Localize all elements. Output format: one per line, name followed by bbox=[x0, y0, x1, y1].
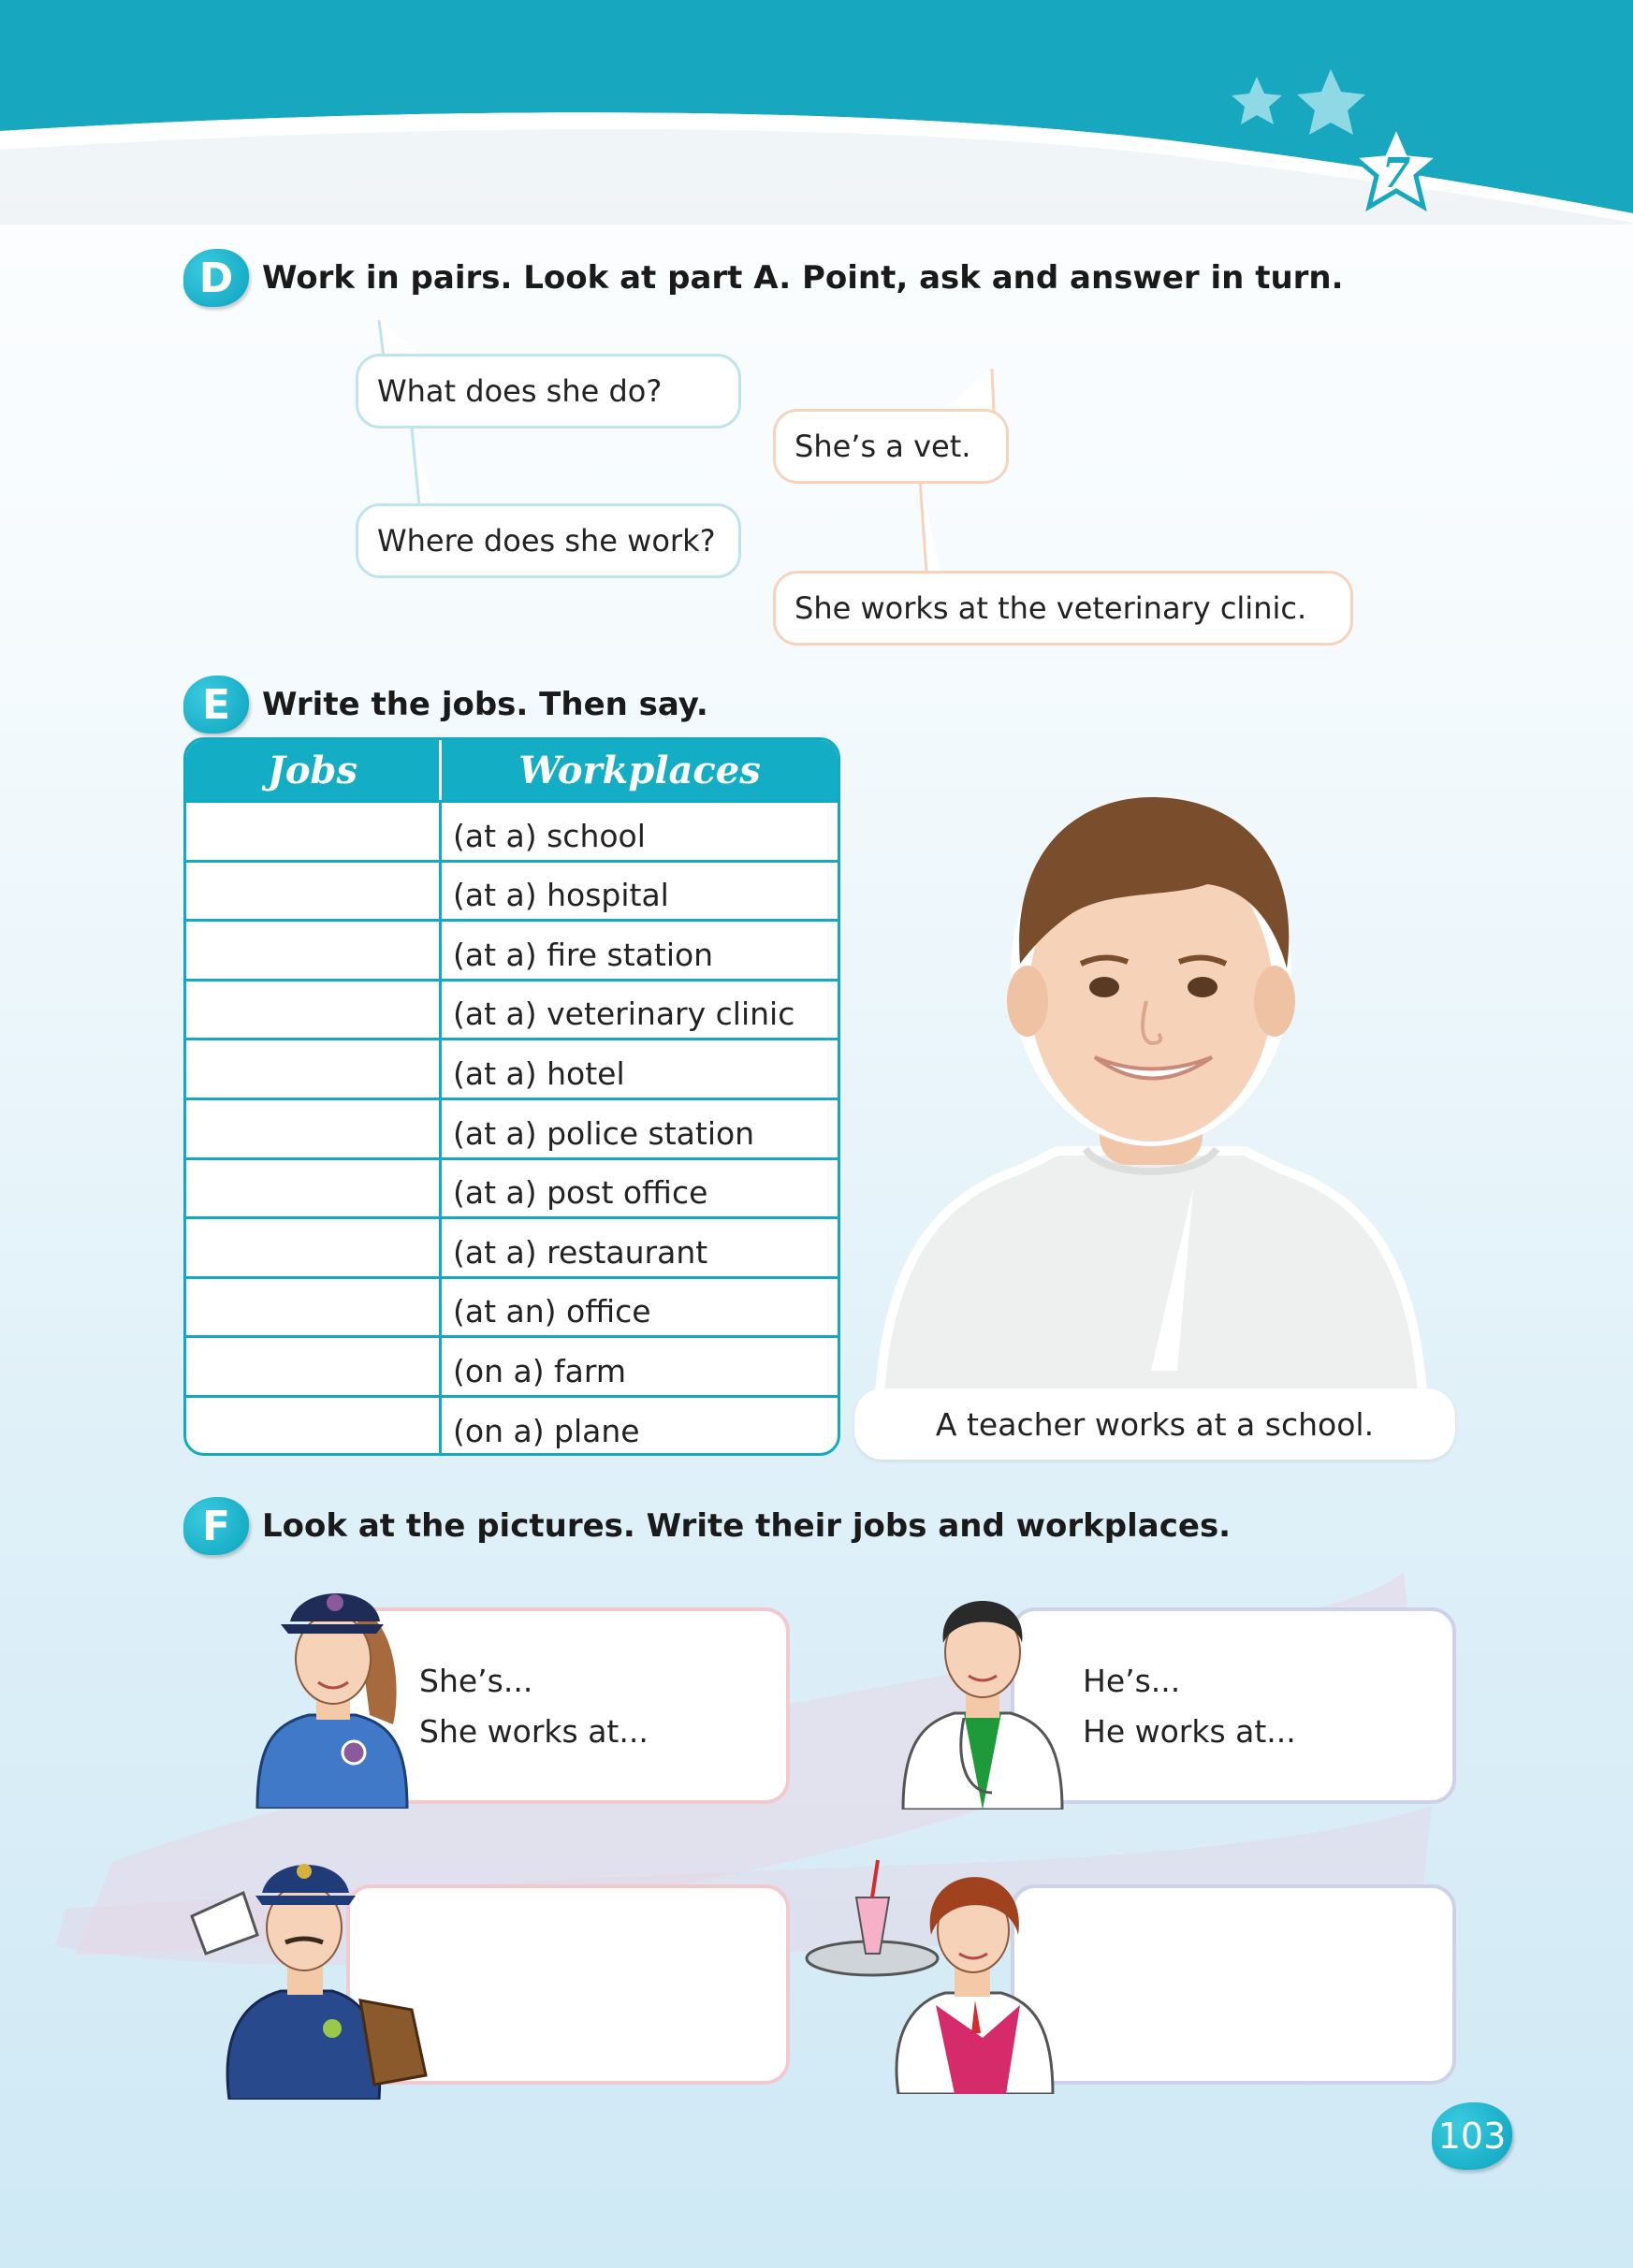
task-f-heading bbox=[183, 1497, 1231, 1555]
task-e-heading bbox=[183, 676, 708, 734]
table-header bbox=[186, 740, 838, 800]
example-speech-bubble bbox=[854, 1388, 1455, 1460]
table-row bbox=[186, 1157, 838, 1217]
waitress-illustration bbox=[805, 1823, 1076, 2094]
speech-bubble-question-1 bbox=[356, 354, 741, 429]
table-row bbox=[186, 860, 838, 920]
answer-line-1: He’s... bbox=[1083, 1663, 1181, 1699]
task-f-badge: F bbox=[183, 1497, 249, 1555]
task-d-instruction: Work in pairs. Look at part A. Point, ask and answer in turn. bbox=[262, 259, 1344, 297]
task-e-instruction: Write the jobs. Then say. bbox=[262, 686, 708, 723]
page-number-badge bbox=[1432, 2102, 1512, 2170]
jobs-table bbox=[183, 737, 840, 1456]
table-row bbox=[186, 979, 838, 1039]
workplace-cell: (on a) plane bbox=[453, 1412, 640, 1449]
table-row bbox=[186, 919, 838, 979]
answer-box-4[interactable] bbox=[1011, 1884, 1456, 2085]
job-blank-cell[interactable] bbox=[186, 1040, 442, 1098]
answer-line-2: She works at... bbox=[419, 1713, 649, 1750]
job-blank-cell[interactable] bbox=[186, 803, 442, 860]
job-blank-cell[interactable] bbox=[186, 922, 442, 979]
speech-bubble-question-2 bbox=[356, 503, 741, 578]
speech-bubble-answer-1 bbox=[773, 409, 1009, 484]
workplace-cell: (at an) office bbox=[453, 1293, 651, 1330]
workplace-cell: (at a) veterinary clinic bbox=[453, 996, 795, 1033]
job-blank-cell[interactable] bbox=[186, 1160, 442, 1217]
table-row bbox=[186, 1098, 838, 1157]
header-workplaces: Workplaces bbox=[518, 748, 761, 792]
page-number: 103 bbox=[1437, 2115, 1507, 2157]
job-blank-cell[interactable] bbox=[186, 1279, 442, 1336]
job-blank-cell[interactable] bbox=[186, 1219, 442, 1276]
task-f-instruction: Look at the pictures. Write their jobs and workplaces. bbox=[262, 1507, 1232, 1545]
job-blank-cell[interactable] bbox=[186, 981, 442, 1039]
job-blank-cell[interactable] bbox=[186, 863, 442, 920]
table-row bbox=[186, 1335, 838, 1395]
workplace-cell: (at a) restaurant bbox=[453, 1233, 708, 1271]
bubble-text: Where does she work? bbox=[377, 523, 716, 559]
workplace-cell: (at a) police station bbox=[453, 1114, 755, 1152]
job-blank-cell[interactable] bbox=[186, 1100, 442, 1157]
table-row bbox=[186, 800, 838, 860]
police-officer-illustration bbox=[253, 1561, 412, 1809]
workplace-cell: (on a) farm bbox=[453, 1352, 627, 1389]
boy-photo bbox=[870, 777, 1432, 1394]
answer-box-2[interactable] bbox=[1011, 1607, 1456, 1804]
workplace-cell: (at a) fire station bbox=[453, 936, 714, 973]
task-d-badge: D bbox=[183, 249, 249, 307]
workplace-cell: (at a) post office bbox=[453, 1174, 708, 1212]
bubble-text: She’s a vet. bbox=[795, 429, 971, 464]
bubble-text: She works at the veterinary clinic. bbox=[795, 590, 1307, 626]
task-e-badge: E bbox=[183, 676, 249, 734]
table-row bbox=[186, 1216, 838, 1276]
workplace-cell: (at a) school bbox=[453, 817, 646, 854]
job-blank-cell[interactable] bbox=[186, 1398, 442, 1455]
workplace-cell: (at a) hospital bbox=[453, 877, 669, 914]
example-text: A teacher works at a school. bbox=[935, 1405, 1375, 1443]
table-row bbox=[186, 1276, 838, 1336]
answer-line-1: She’s... bbox=[419, 1663, 533, 1699]
doctor-illustration bbox=[898, 1559, 1067, 1810]
workplace-cell: (at a) hotel bbox=[453, 1054, 625, 1092]
answer-box-1[interactable] bbox=[346, 1607, 790, 1804]
header-jobs: Jobs bbox=[186, 740, 442, 800]
unit-number: 7 bbox=[1381, 150, 1411, 197]
table-row bbox=[186, 1038, 838, 1098]
speech-bubble-answer-2 bbox=[773, 571, 1353, 646]
speech-bubble-tails bbox=[0, 0, 1633, 655]
postman-illustration bbox=[173, 1823, 430, 2100]
job-blank-cell[interactable] bbox=[186, 1338, 442, 1395]
bubble-text: What does she do? bbox=[377, 373, 663, 409]
table-row bbox=[186, 1395, 838, 1455]
answer-line-2: He works at... bbox=[1083, 1713, 1296, 1750]
